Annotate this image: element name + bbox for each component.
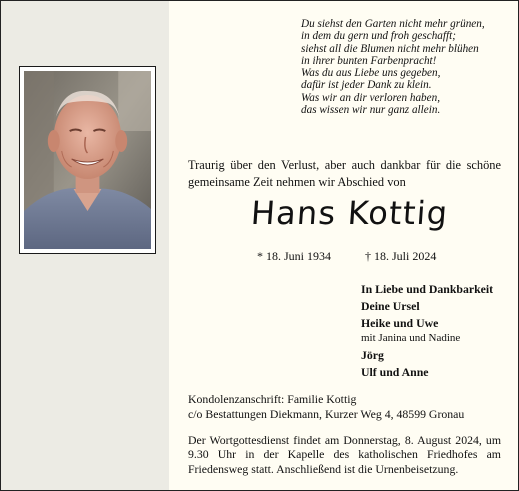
poem-line: Du siehst den Garten nicht mehr grünen, [301, 18, 485, 30]
poem-line: in dem du gern und froh geschafft; [301, 30, 456, 43]
portrait-image [24, 71, 151, 249]
signer-line: Heike und Uwe [361, 316, 439, 330]
signer-line: In Liebe und Dankbarkeit [361, 282, 494, 296]
poem [301, 18, 485, 116]
condolence-address [188, 392, 464, 421]
portrait-photo [19, 66, 156, 254]
signer-line: Deine Ursel [361, 299, 420, 313]
poem-line: Was du aus Liebe uns gegeben, [301, 67, 441, 80]
service-info: Der Wortgottesdienst findet am Donnerstag, 8. August 2024, um 9.30 Uhr in der Kapelle des katholischen Friedhofes am Friedensweg statt. Anschließend ist die Urnenbeisetzung. [188, 433, 501, 476]
address-line: c/o Bestattungen Diekmann, Kurzer Weg 4, 48599 Gronau [188, 406, 465, 421]
poem-line: siehst all die Blumen nicht mehr blühen [301, 42, 479, 55]
birth-date: * 18. Juni 1934 [257, 249, 332, 263]
signers-block [361, 281, 493, 381]
poem-line: das wissen wir nur ganz allein. [301, 104, 441, 117]
poem-line: in ihrer bunten Farbenpracht! [301, 54, 437, 67]
address-line: Kondolenzanschrift: Familie Kottig [188, 392, 357, 406]
intro-text: Traurig über den Verlust, aber auch dankbar für die schöne gemeinsame Zeit nehmen wir Abschied von [188, 158, 501, 189]
signer-subline: mit Janina und Nadine [361, 332, 461, 344]
death-date: † 18. Juli 2024 [365, 249, 437, 263]
poem-line: dafür ist jeder Dank zu klein. [301, 79, 432, 92]
poem-line: Was wir an dir verloren haben, [301, 91, 441, 104]
signer-line: Jörg [361, 348, 384, 362]
deceased-name: Hans Kottig [249, 194, 450, 232]
signer-line: Ulf und Anne [361, 365, 429, 379]
photo-sidebar [1, 1, 169, 490]
